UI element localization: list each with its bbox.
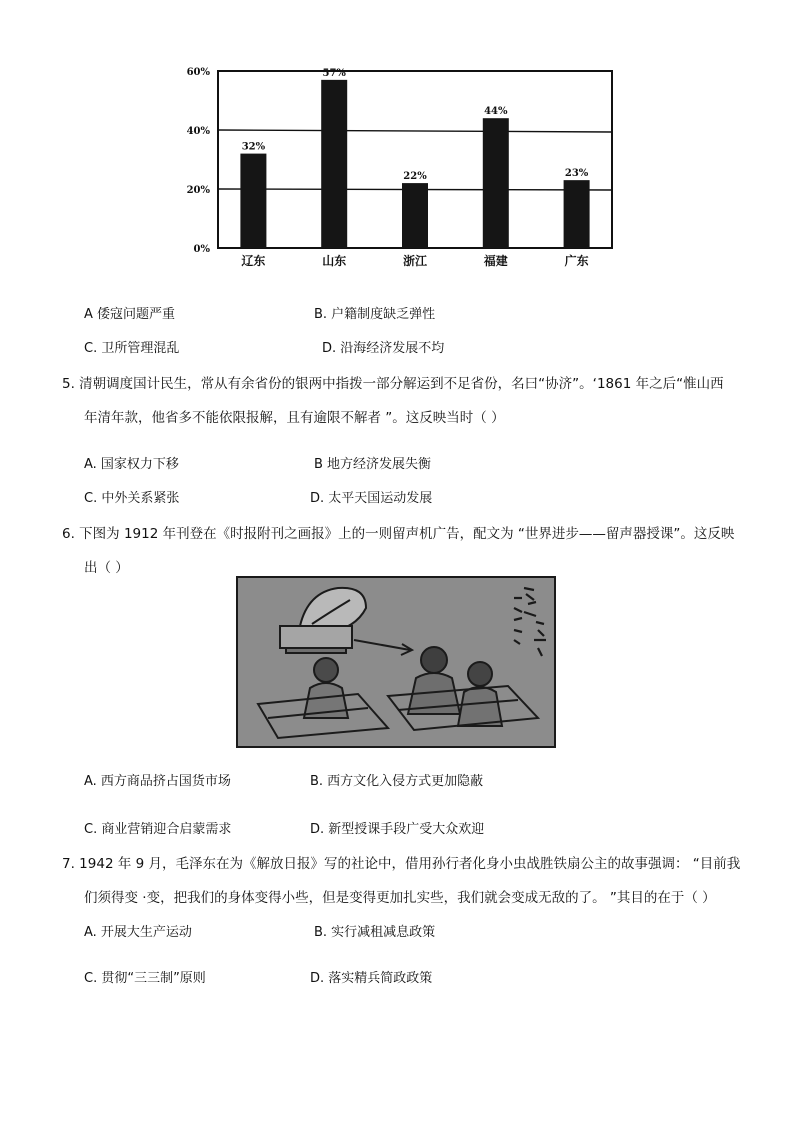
q6-option-a[interactable]: A. 西方商品挤占国货市场: [84, 774, 231, 789]
q5-option-d[interactable]: D. 太平天国运动发展: [310, 491, 433, 506]
bar-data-label: 23%: [564, 168, 589, 180]
q7-option-b[interactable]: B. 实行减租减息政策: [314, 925, 436, 940]
q7-option-d[interactable]: D. 落实精兵简政政策: [310, 971, 433, 986]
q7-option-c[interactable]: C. 贯彻“三三制”原则: [84, 971, 206, 986]
q4-option-d[interactable]: D. 沿海经济发展不均: [322, 341, 445, 356]
bar-data-label: 22%: [403, 171, 427, 183]
bar: [402, 183, 428, 248]
q7-stem-line2: 们须得变 ·变，把我们的身体变得小些，但是变得更加扎实些，我们就会变成无敌的了。 ”其目的在于（ ）: [84, 890, 716, 906]
q5-stem-line2: 年清年款，他省多不能依限报解，且有逾限不解者 ”。这反映当时（ ）: [84, 410, 505, 426]
q6-option-d[interactable]: D. 新型授课手段广受大众欢迎: [310, 822, 485, 837]
bar-data-label: 32%: [241, 141, 266, 153]
bar: [564, 180, 590, 248]
y-tick-label: 0%: [193, 244, 210, 255]
q7-option-a[interactable]: A. 开展大生产运动: [84, 925, 192, 940]
bar-data-label: 57%: [322, 67, 346, 79]
bar: [321, 80, 347, 248]
q4-option-c[interactable]: C. 卫所管理混乱: [84, 341, 180, 356]
q6-option-c[interactable]: C. 商业营销迎合启蒙需求: [84, 822, 232, 837]
y-tick-label: 60%: [186, 67, 210, 78]
q6-stem-line1: 6. 下图为 1912 年刊登在《时报附刊之画报》上的一则留声机广告，配文为 “世界进步——留声器授课”。这反映: [62, 526, 735, 542]
gramophone-cartoon-image: [236, 576, 556, 748]
bar-data-label: 44%: [484, 106, 508, 118]
q4-option-b[interactable]: B. 户籍制度缺乏弹性: [314, 307, 436, 322]
q5-option-a[interactable]: A. 国家权力下移: [84, 457, 179, 472]
x-category-label: 福建: [483, 254, 508, 268]
x-category-label: 广东: [564, 254, 589, 268]
bar-chart: [168, 58, 628, 273]
bar: [483, 118, 509, 248]
q4-option-a[interactable]: A 倭寇问题严重: [84, 307, 176, 322]
q5-option-c[interactable]: C. 中外关系紧张: [84, 491, 180, 506]
q6-stem-line2: 出（ ）: [84, 560, 129, 576]
q5-option-b[interactable]: B 地方经济发展失衡: [314, 457, 432, 472]
q7-stem-line1: 7. 1942 年 9 月，毛泽东在为《解放日报》写的社论中，借用孙行者化身小虫战胜铁扇公主的故事强调： “目前我: [62, 856, 741, 872]
x-category-label: 浙江: [402, 254, 428, 268]
x-category-label: 辽东: [241, 254, 266, 268]
q6-option-b[interactable]: B. 西方文化入侵方式更加隐蔽: [310, 774, 484, 789]
y-tick-label: 20%: [186, 185, 210, 196]
gramophone-cartoon-icon: [238, 578, 554, 746]
q5-stem-line1: 5. 清朝调度国计民生，常从有余省份的银两中指拨一部分解运到不足省份，名曰“协济”。‘1861 年之后“惟山西: [62, 376, 724, 392]
y-tick-label: 40%: [186, 126, 210, 137]
x-category-label: 山东: [322, 254, 347, 268]
bar: [240, 154, 266, 248]
gridline: [218, 130, 612, 132]
